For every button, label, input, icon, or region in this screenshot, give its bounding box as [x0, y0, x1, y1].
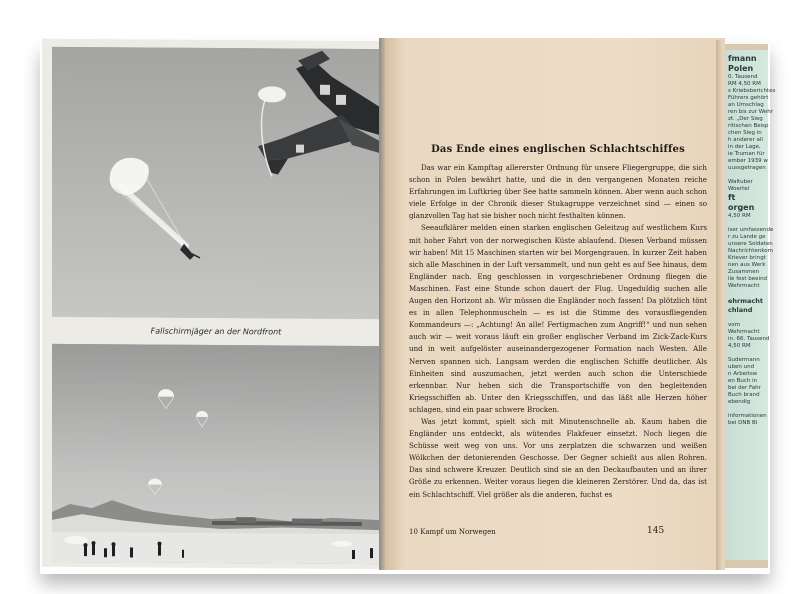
leaflet-line: lie fest beeind: [728, 276, 768, 282]
leaflet-line: Wehrmacht: [728, 329, 760, 335]
leaflet-line: vom: [728, 322, 740, 328]
leaflet-line: en Buch in: [728, 378, 758, 384]
leaflet-line: an Umschlag: [728, 102, 764, 108]
paragraph: Was jetzt kommt, spielt sich mit Minutenschnelle ab. Kaum haben die Engländer uns entdeckt, als wütendes Flakfeuer einsetzt. Noch liegen die Schüsse weit weg von uns. Vor uns zerplatzen die schwarzen und weißen Wölkchen der detonierenden Geschosse. Der Gegner schießt aus allen Rohren. Das sind schwere Kreuzer. Deutlich sind sie an den Deckaufbauten und an ihrer Größe zu erkennen. Weiter voraus liegen die kleineren Zerstörer. Und da, das ist ein Schlachtschiff. Viel größer als die anderen, fuchst es: [409, 416, 707, 499]
photo-caption: Fallschirmjäger an der Nordfront: [150, 326, 282, 337]
leaflet-line: r zu Lande ge: [728, 234, 766, 240]
photo-plane-parachutists: [52, 47, 380, 319]
leaflet-line: n Arbeitsw: [728, 371, 758, 377]
leaflet-line: ebendig: [728, 399, 751, 405]
leaflet-line: nen aus Werk: [728, 262, 766, 268]
leaflet-line: [728, 350, 772, 357]
leaflet-line: RM 4,50 RM: [728, 81, 761, 87]
signature-mark: 10 Kampf um Norwegen: [409, 528, 496, 536]
paragraph: Das war ein Kampftag allererster Ordnung für unsere Fliegergruppe, die sich schon in Polen bewährt hatte, und die in den vergangenen Monaten reiche Erfahrungen im Luftkrieg über See hatte sammeln können. Aber wenn auch schon viele Erfolge in der Chronik dieser Stukagruppe verzeichnet sind — einen so glanzvollen Tag hat sie bisher noch nicht festhalten können.: [409, 163, 707, 221]
photo-snow-landing-image: [52, 344, 380, 564]
leaflet-line: [728, 406, 772, 413]
leaflet-line: Kriever bringt: [728, 255, 766, 261]
leaflet-line: 4,50 RM: [728, 343, 751, 349]
leaflet-line: [728, 220, 772, 227]
leaflet-line: Führers gehört: [728, 95, 769, 101]
leaflet-text: [728, 54, 776, 427]
photo-plane-parachutists-image: [52, 47, 380, 319]
leaflet-line: ehrmacht: [728, 297, 763, 305]
leaflet-line: h anderer all: [728, 137, 763, 143]
leaflet-line: chen Sieg in: [728, 130, 762, 136]
chapter-body: [409, 162, 707, 501]
leaflet-line: orgen: [728, 203, 755, 212]
leaflet-line: [728, 290, 772, 297]
leaflet-line: Waltuber: [728, 179, 753, 185]
leaflet-line: bei der Fahr: [728, 385, 761, 391]
inserted-leaflet: [724, 50, 776, 560]
leaflet-line: uben und: [728, 364, 755, 370]
leaflet-line: Zusammen: [728, 269, 760, 275]
leaflet-line: Wehrmacht: [728, 283, 760, 289]
paragraph: Seeaufklärer melden einen starken englischen Geleitzug auf westlichem Kurs mit hoher Fahrt von der norwegischen Küste ablaufend. Diesen Verband müssen wir haben! Mit 15 Maschinen starten wir bei Morgengrauen. In kurzer Zeit haben sich alle Maschinen in der Luft versammelt, und nun geht es auf See hinaus, dem Engländer nach. Eng geschlossen in vorgeschriebener Ordnung fliegen die Maschinen. Fast eine Stunde schon dauert der Flug. Ungeduldig suchen alle Augen den Horizont ab. Wir müssen die Engländer noch fassen! Da plötzlich tönt es in allen Telephonmuscheln — es ist die Stimme des vorausfliegenden Kommandeurs —: „Achtung! An alle! Fertigmachen zum Angriff!“ und nun sehen auch wir — weit voraus läuft ein großer englischer Verband im Zick-Zack-Kurs und in weit aufgelöster auseinandergezogener Formation nach Westen. Alle Nerven spannen sich. Langsam werden die englischen Schiffe deutlicher. Als Einheiten sind auszumachen, jetzt werden auch schon die Unterschiede erkennbar. Nur heben sich die Transportschiffe von den begleitenden Kriegsschiffen ab. Unter den Kriegsschiffen, und das läßt alle Herzen höher schlagen, sind ein paar schwere Brocken.: [409, 223, 707, 414]
page-edges: [716, 40, 722, 570]
leaflet-line: Buch brand: [728, 392, 760, 398]
leaflet-line: bei DNB Bl: [728, 420, 758, 426]
leaflet-line: s Kriebsberichtes: [728, 88, 776, 94]
leaflet-line: ember 1939 w: [728, 158, 768, 164]
leaflet-line: ren bis zur Wehr: [728, 109, 774, 115]
right-page: [385, 38, 725, 570]
leaflet-line: [728, 172, 772, 179]
leaflet-line: informationen: [728, 413, 767, 419]
leaflet-line: chland: [728, 306, 753, 314]
leaflet-line: Nachrichtenkom: [728, 248, 774, 254]
leaflet-line: uussgetragen: [728, 165, 766, 171]
leaflet-line: Sudermann: [728, 357, 760, 363]
leaflet-line: 0. Tausend: [728, 74, 758, 80]
left-page: [42, 39, 385, 569]
photo-snow-landing: [52, 344, 380, 564]
leaflet-line: [728, 315, 772, 322]
leaflet-line: ritischen Beisp: [728, 123, 769, 129]
leaflet-line: unsere Soldaten: [728, 241, 773, 247]
leaflet-line: ft: [728, 193, 736, 202]
leaflet-line: in der Lage,: [728, 144, 761, 150]
leaflet-line: iser umfassende: [728, 227, 774, 233]
page-number: 145: [647, 526, 665, 536]
leaflet-line: ie Truman für: [728, 151, 765, 157]
leaflet-line: in. 66. Tausend: [728, 336, 770, 342]
leaflet-line: 4,50 RM: [728, 213, 751, 219]
chapter-title: Das Ende eines englischen Schlachtschiffes: [431, 144, 685, 155]
leaflet-line: zt. „Der Sieg: [728, 116, 763, 122]
leaflet-line: fmann: [728, 54, 757, 63]
leaflet-line: Polen: [728, 64, 754, 73]
leaflet-line: Woertel: [728, 186, 750, 192]
